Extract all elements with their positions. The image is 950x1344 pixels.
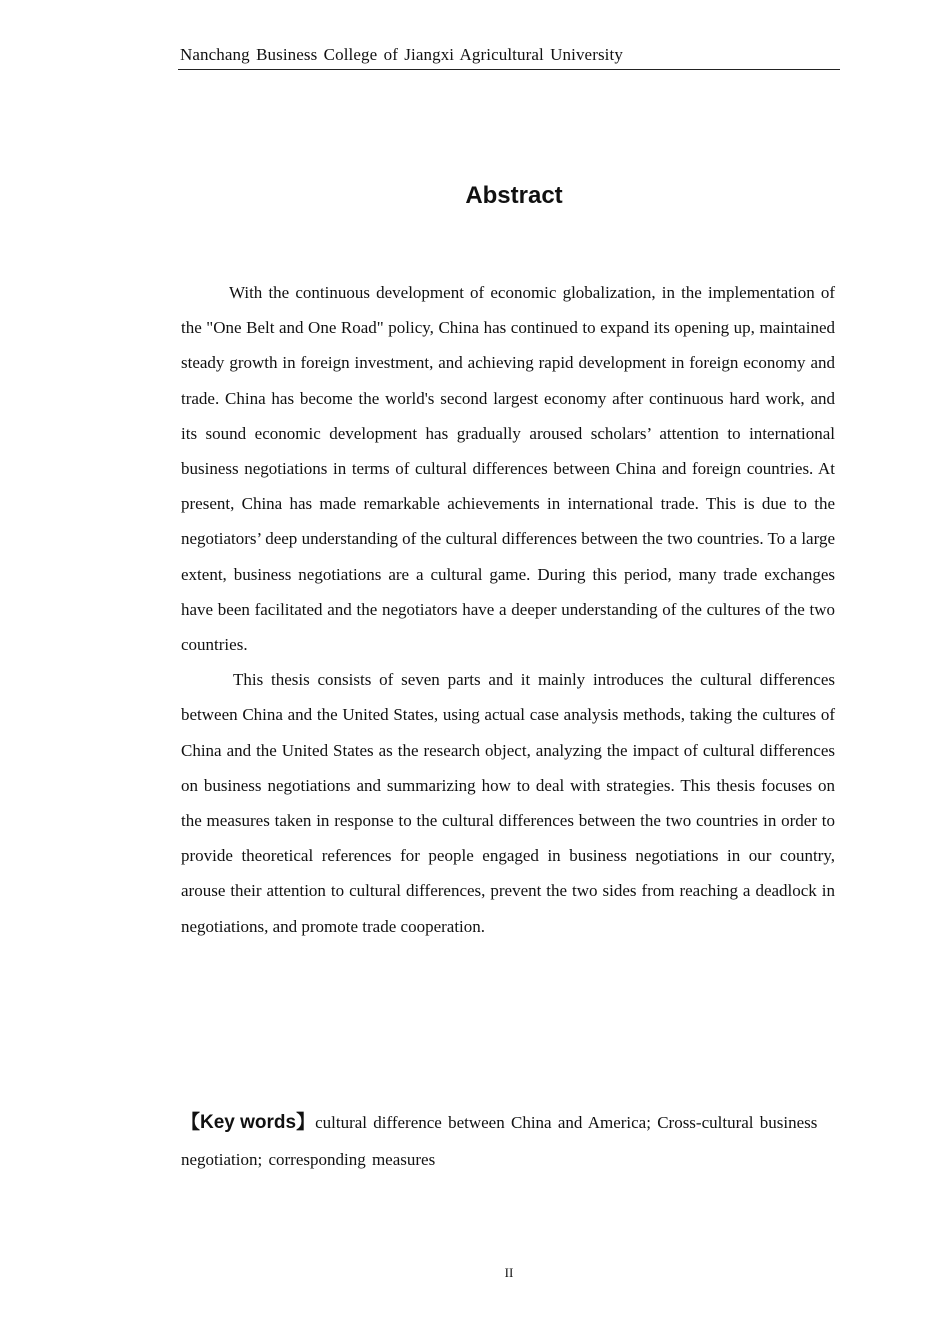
running-header: Nanchang Business College of Jiangxi Agricultural University (180, 45, 623, 64)
keywords-block (181, 1104, 835, 1178)
abstract-paragraph-1: With the continuous development of economic globalization, in the implementation of the "One Belt and One Road" policy, China has continued to expand its opening up, maintained steady growth in foreign investment, and achieving rapid development in foreign economy and trade. China has become the world's second largest economy after continuous hard work, and its sound economic development has gradually aroused scholars’ attention to international business negotiations in terms of cultural differences between China and foreign countries. At present, China has made remarkable achievements in international trade. This is due to the negotiators’ deep understanding of the cultural differences between the two countries. To a large extent, business negotiations are a cultural game. During this period, many trade exchanges have been facilitated and the negotiators have a deeper understanding of the cultures of the two countries. (181, 283, 835, 655)
page-number: II (504, 1265, 514, 1280)
keywords-label: 【Key words】 (181, 1112, 316, 1133)
abstract-body (181, 275, 835, 944)
header-rule (178, 69, 840, 70)
abstract-title: Abstract (465, 182, 563, 209)
keywords-text: cultural difference between China and America; Cross-cultural business negotiation; corresponding measures (181, 1113, 818, 1169)
abstract-paragraph-2: This thesis consists of seven parts and it mainly introduces the cultural differences between China and the United States, using actual case analysis methods, taking the cultures of China and the United States as the research object, analyzing the impact of cultural differences on business negotiations and summarizing how to deal with strategies. This thesis focuses on the measures taken in response to the cultural differences between the two countries in order to provide theoretical references for people engaged in business negotiations in our country, arouse their attention to cultural differences, prevent the two sides from reaching a deadlock in negotiations, and promote trade cooperation. (181, 670, 835, 936)
